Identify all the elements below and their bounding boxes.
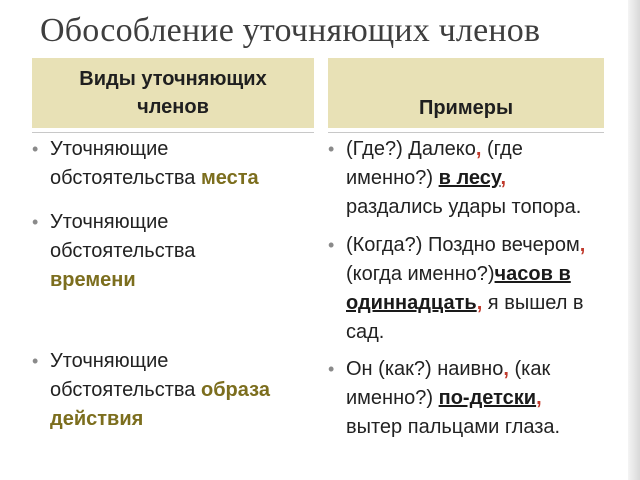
example-item-time — [328, 231, 614, 347]
type-line1: Уточняющие — [50, 211, 169, 233]
example-text: (где — [481, 138, 523, 160]
comma-mark: , — [536, 387, 542, 409]
header-examples — [328, 58, 604, 128]
type-line1: Уточняющие — [50, 350, 169, 372]
type-line2: обстоятельства — [50, 167, 196, 189]
underlined-phrase-2: одиннадцать — [346, 292, 477, 314]
example-text: (Где?) Далеко — [346, 138, 476, 160]
bullet-icon: • — [328, 235, 335, 255]
type-line2: обстоятельства — [50, 379, 196, 401]
example-text: (как — [508, 358, 551, 380]
header-types-line2: членов — [137, 96, 209, 118]
header-types-label — [32, 65, 314, 121]
comma-mark: , — [500, 167, 507, 189]
example-text: именно?) — [346, 387, 439, 409]
example-text: Он (как?) наивно — [346, 358, 504, 380]
example-text: сад. — [346, 321, 385, 343]
bullet-icon: • — [32, 351, 39, 371]
header-examples-label: Примеры — [418, 97, 514, 119]
slide-edge — [628, 0, 640, 480]
bullet-icon: • — [32, 139, 39, 159]
type-accent: образа — [200, 379, 270, 401]
bullet-icon: • — [328, 359, 335, 379]
underlined-phrase: часов в — [494, 263, 571, 285]
type-item-manner — [32, 347, 312, 434]
type-accent: времени — [50, 269, 136, 291]
type-item-time — [32, 208, 312, 295]
underlined-phrase: в лесу — [438, 167, 501, 189]
comma-mark: , — [579, 234, 586, 256]
example-text: я вышел в — [482, 292, 584, 314]
bullet-icon: • — [328, 139, 335, 159]
divider-left — [32, 132, 314, 133]
type-accent-2: действия — [50, 408, 144, 430]
page-title: Обособление уточняющих членов — [40, 12, 541, 49]
example-item-manner — [328, 355, 614, 442]
example-text: (Когда?) Поздно вечером — [346, 234, 580, 256]
underlined-phrase: по-детски — [438, 387, 537, 409]
divider-right — [328, 132, 604, 133]
type-accent: места — [200, 167, 259, 189]
example-text: вытер пальцами глаза. — [346, 416, 561, 438]
type-line1: Уточняющие — [50, 138, 169, 160]
header-types-line1: Виды уточняющих — [79, 68, 267, 90]
type-line2: обстоятельства — [50, 240, 196, 262]
comma-mark: , — [476, 292, 483, 314]
header-types — [32, 58, 314, 128]
example-text: (когда именно?) — [346, 263, 495, 285]
bullet-icon: • — [32, 212, 39, 232]
comma-mark: , — [475, 138, 482, 160]
example-text: именно?) — [346, 167, 439, 189]
example-item-place — [328, 135, 614, 222]
comma-mark: , — [503, 358, 509, 380]
example-text: раздались удары топора. — [346, 196, 582, 218]
type-item-place — [32, 135, 312, 193]
